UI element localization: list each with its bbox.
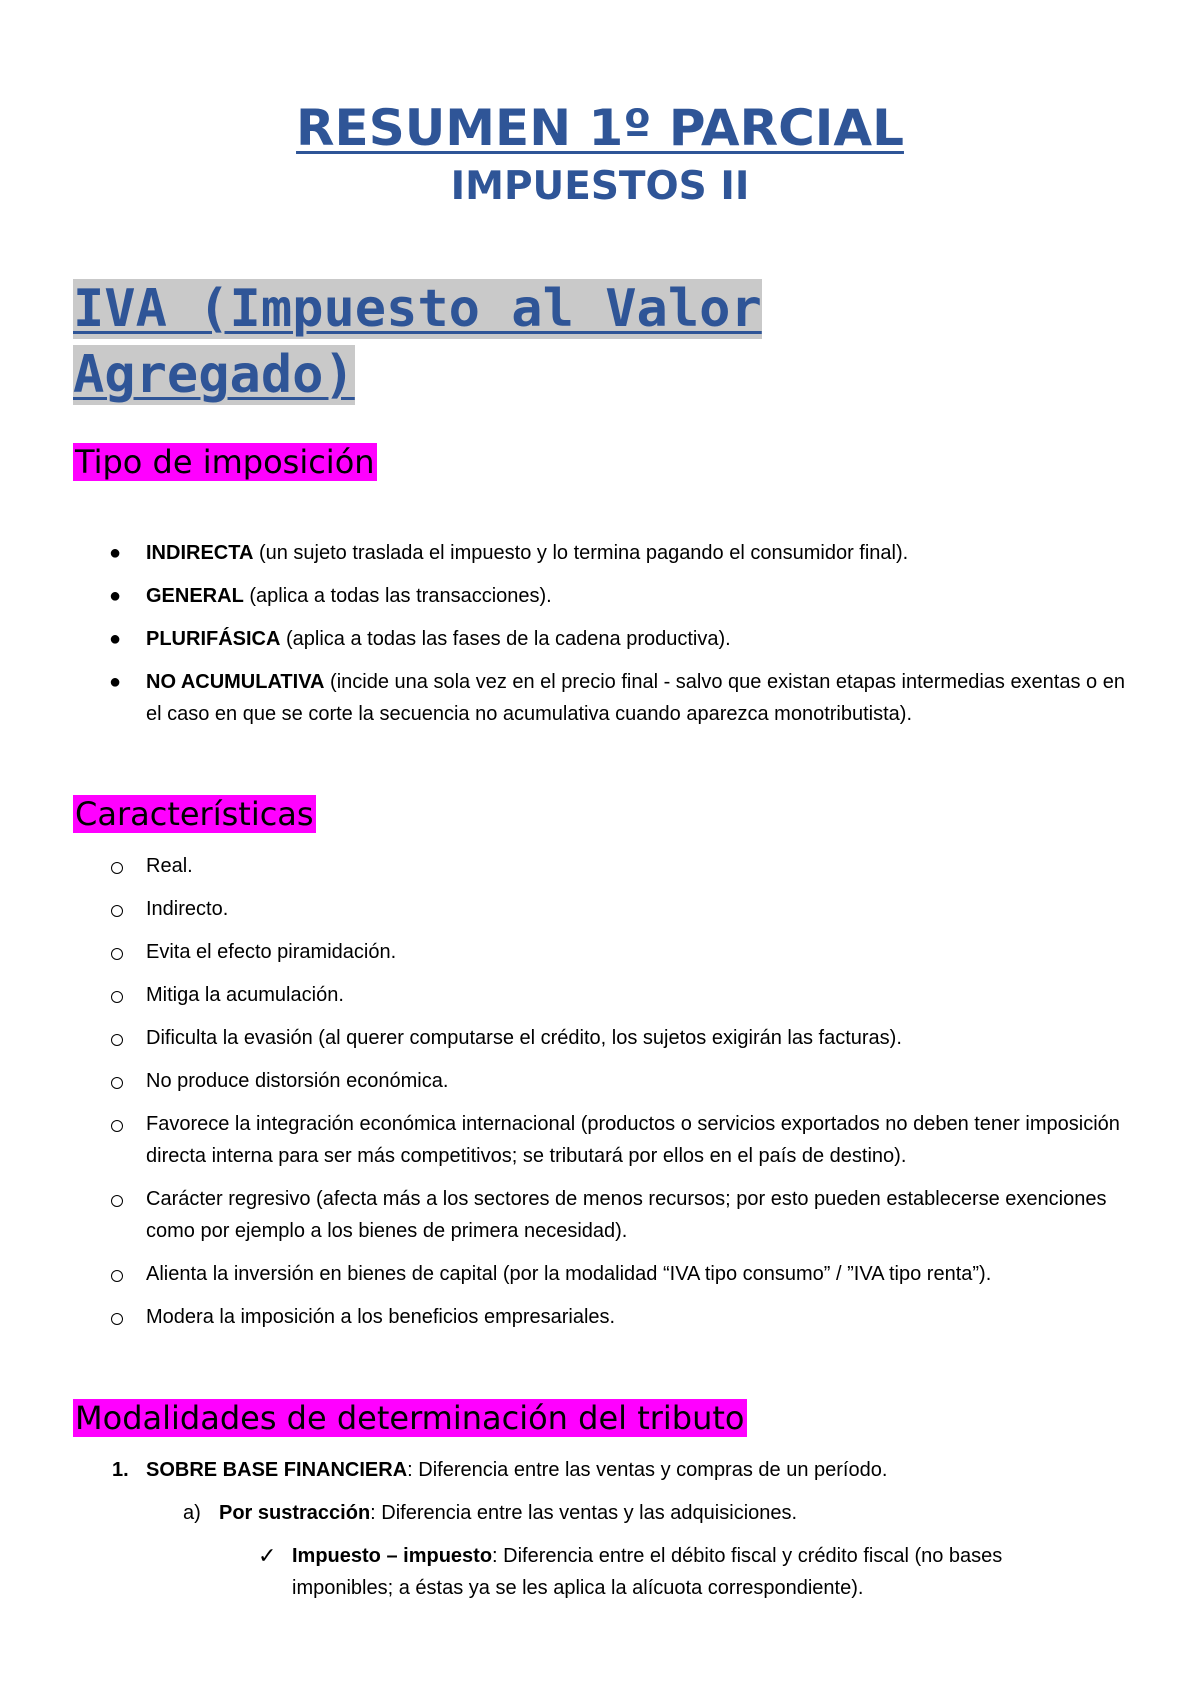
list-item: Modera la imposición a los beneficios empresariales. — [0, 1301, 1126, 1333]
circle-bullet-icon — [111, 862, 123, 874]
document-subtitle: IMPUESTOS II — [450, 164, 750, 209]
lettered-item: a) Por sustracción: Diferencia entre las ventas y las adquisiciones. — [183, 1502, 798, 1524]
check-item: ✓ Impuesto – impuesto: Diferencia entre el débito fiscal y crédito fiscal (no bases imponibles; a éstas ya se les aplica la alícuota correspondiente). — [0, 1540, 1092, 1604]
list-item: Indirecto. — [0, 893, 1126, 925]
list-item: Carácter regresivo (afecta más a los sectores de menos recursos; por esto pueden establecerse exenciones como por ejemplo a los bienes de primera necesidad). — [0, 1183, 1126, 1247]
bullet-icon: ● — [109, 628, 122, 650]
list-item: Evita el efecto piramidación. — [0, 936, 1126, 968]
modalidades-list — [0, 1454, 1200, 1615]
section-heading-modalidades: Modalidades de determinación del tributo — [75, 1399, 745, 1437]
main-heading: IVA (Impuesto al Valor Agregado) — [73, 279, 762, 405]
section-heading-tipo: Tipo de imposición — [75, 443, 375, 481]
tipo-list — [0, 537, 1200, 741]
list-item: Mitiga la acumulación. — [0, 979, 1126, 1011]
bullet-icon: ● — [109, 585, 122, 607]
circle-bullet-icon — [111, 1313, 123, 1325]
circle-bullet-icon — [111, 1077, 123, 1089]
caracteristicas-list — [0, 850, 1200, 1344]
bullet-icon: ● — [109, 671, 122, 693]
circle-bullet-icon — [111, 1034, 123, 1046]
list-item: Real. — [0, 850, 1126, 882]
list-item: Dificulta la evasión (al querer computarse el crédito, los sujetos exigirán las facturas). — [0, 1022, 1126, 1054]
list-item: Alienta la inversión en bienes de capital (por la modalidad “IVA tipo consumo” / ”IVA tipo renta”). — [0, 1258, 1126, 1290]
section-heading-caracteristicas: Características — [75, 795, 314, 833]
circle-bullet-icon — [111, 948, 123, 960]
checkmark-icon: ✓ — [258, 1543, 277, 1568]
list-item: No produce distorsión económica. — [0, 1065, 1126, 1097]
circle-bullet-icon — [111, 1120, 123, 1132]
numbered-item: 1. SOBRE BASE FINANCIERA: Diferencia entre las ventas y compras de un período. — [112, 1459, 888, 1481]
circle-bullet-icon — [111, 1270, 123, 1282]
list-item: ● GENERAL (aplica a todas las transacciones). — [0, 580, 1126, 612]
list-item: ● INDIRECTA (un sujeto traslada el impuesto y lo termina pagando el consumidor final). — [0, 537, 1126, 569]
circle-bullet-icon — [111, 991, 123, 1003]
circle-bullet-icon — [111, 905, 123, 917]
document-title: RESUMEN 1º PARCIAL — [296, 99, 904, 157]
bullet-icon: ● — [109, 542, 122, 564]
list-item: ● PLURIFÁSICA (aplica a todas las fases de la cadena productiva). — [0, 623, 1126, 655]
circle-bullet-icon — [111, 1195, 123, 1207]
list-item: Favorece la integración económica internacional (productos o servicios exportados no deben tener imposición directa interna para ser más competitivos; se tributará por ellos en el país de destino). — [0, 1108, 1126, 1172]
list-item: ● NO ACUMULATIVA (incide una sola vez en el precio final - salvo que existan etapas intermedias exentas o en el caso en que se corte la secuencia no acumulativa cuando aparezca monotributista). — [0, 666, 1126, 730]
